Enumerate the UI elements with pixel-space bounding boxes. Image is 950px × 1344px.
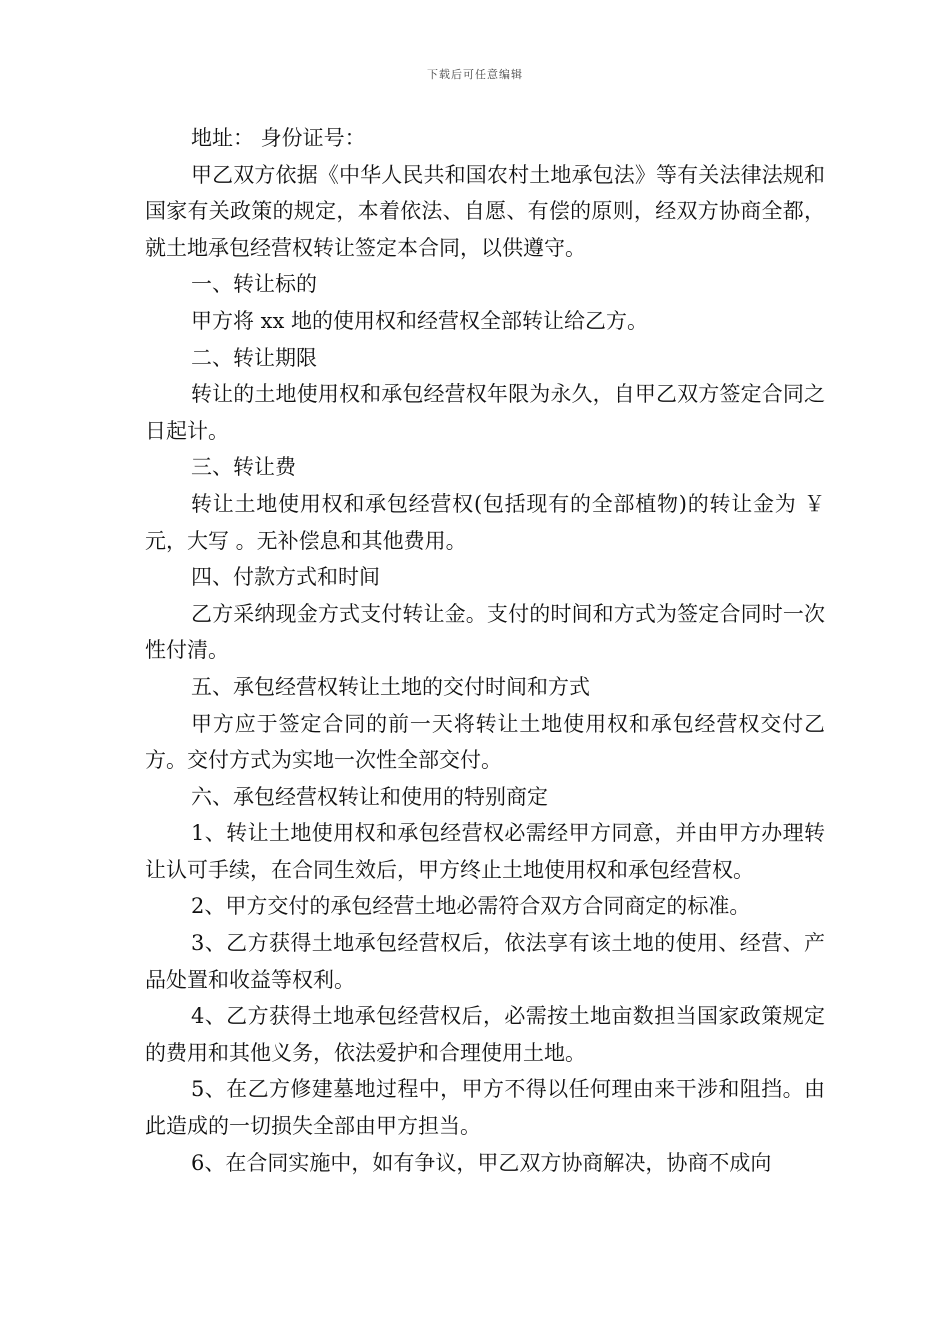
clause-3: 3、乙方获得土地承包经营权后，依法享有该土地的使用、经营、产品处置和收益等权利。 (145, 931, 825, 992)
section-heading-payment: 四、付款方式和时间 (191, 565, 380, 590)
clause-6: 6、在合同实施中，如有争议，甲乙双方协商解决，协商不成向 (191, 1150, 772, 1175)
section-heading-subject: 一、转让标的 (191, 272, 317, 297)
clause-2: 2、甲方交付的承包经营土地必需符合双方合同商定的标准。 (191, 894, 751, 919)
subject-paragraph: 甲方将 xx 地的使用权和经营权全部转让给乙方。 (191, 308, 649, 333)
section-heading-term: 二、转让期限 (191, 345, 317, 370)
address-id-line: 地址： 身份证号： (191, 126, 366, 150)
section-heading-fee: 三、转让费 (191, 455, 296, 480)
preamble-paragraph: 甲乙双方依据《中华人民共和国农村土地承包法》等有关法律法规和国家有关政策的规定，本着依法、自愿、有偿的原则，经双方协商全都，就土地承包经营权转让签定本合同，以供遵守。 (145, 162, 825, 260)
section-heading-delivery: 五、承包经营权转让土地的交付时间和方式 (191, 674, 590, 699)
payment-paragraph: 乙方采纳现金方式支付转让金。支付的时间和方式为签定合同时一次性付清。 (145, 601, 825, 663)
delivery-paragraph: 甲方应于签定合同的前一天将转让土地使用权和承包经营权交付乙方。交付方式为实地一次性全部交付。 (145, 711, 825, 773)
clause-5: 5、在乙方修建墓地过程中，甲方不得以任何理由来干涉和阻挡。由此造成的一切损失全部由甲方担当。 (145, 1077, 825, 1139)
document-body (145, 120, 825, 1181)
clause-4: 4、乙方获得土地承包经营权后，必需按土地亩数担当国家政策规定的费用和其他义务，依法爱护和合理使用土地。 (145, 1004, 825, 1065)
term-paragraph: 转让的土地使用权和承包经营权年限为永久，自甲乙双方签定合同之日起计。 (145, 382, 825, 443)
fee-paragraph: 转让土地使用权和承包经营权(包括现有的全部植物)的转让金为 ￥ 元，大写 。无补偿息和其他费用。 (145, 491, 825, 553)
section-heading-special-terms: 六、承包经营权转让和使用的特别商定 (191, 784, 548, 809)
page-header-note: 下载后可任意编辑 (427, 68, 523, 81)
clause-1: 1、转让土地使用权和承包经营权必需经甲方同意，并由甲方办理转让认可手续，在合同生效后，甲方终止土地使用权和承包经营权。 (145, 821, 825, 882)
